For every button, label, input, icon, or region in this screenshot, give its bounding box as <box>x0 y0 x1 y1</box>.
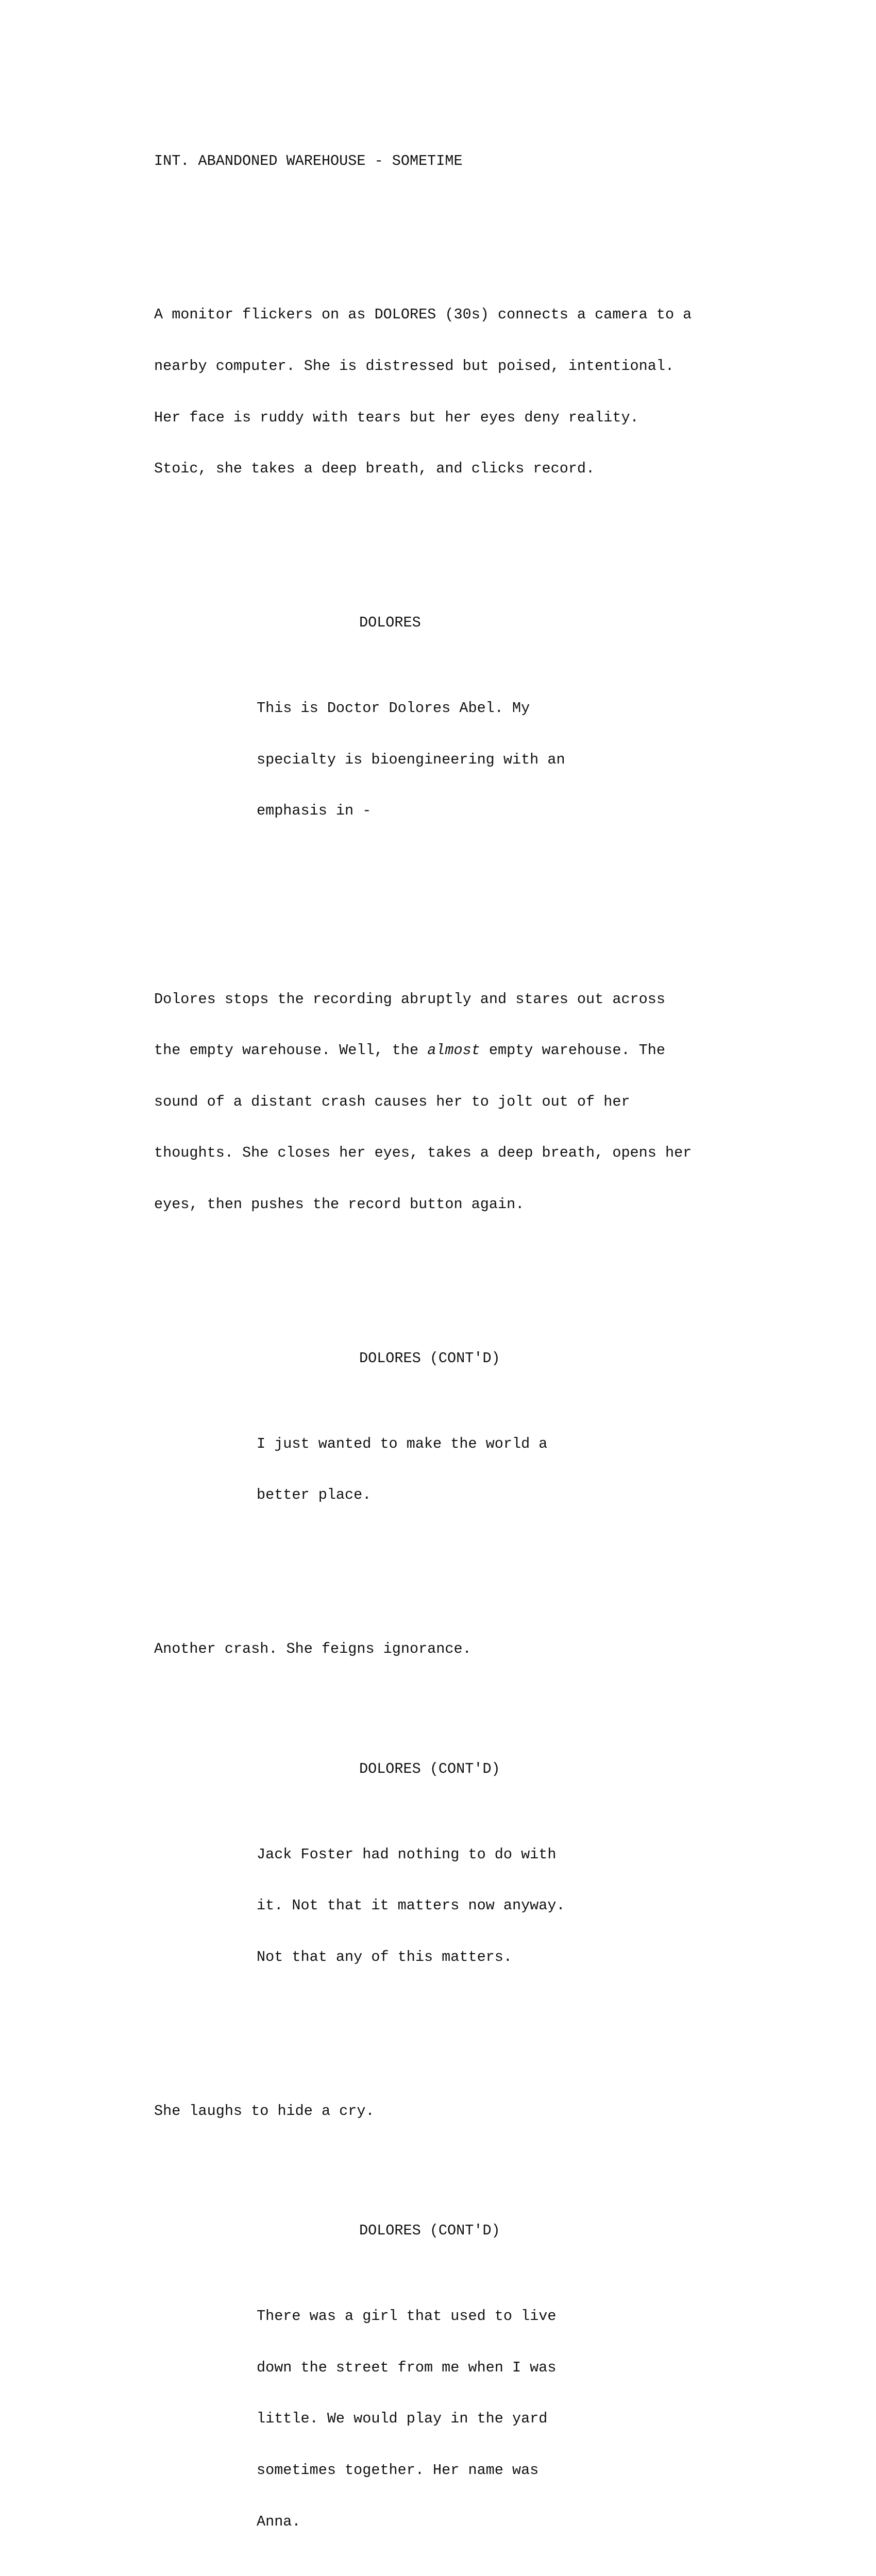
emphasis-text: almost <box>427 1042 480 1059</box>
dialogue-line: This is Doctor Dolores Abel. My <box>257 700 530 717</box>
scene-heading: INT. ABANDONED WAREHOUSE - SOMETIME <box>154 152 463 170</box>
action-line: eyes, then pushes the record button again. <box>154 1195 525 1213</box>
dialogue-line: Jack Foster had nothing to do with <box>257 1845 557 1863</box>
dialogue-line: sometimes together. Her name was <box>257 2461 539 2479</box>
dialogue-line: little. We would play in the yard <box>257 2410 548 2428</box>
action-line <box>154 1042 762 1059</box>
screenplay-body <box>154 101 762 2576</box>
dialogue-block <box>154 1401 762 1538</box>
action-line: Stoic, she takes a deep breath, and clicks record. <box>154 460 595 478</box>
action-line: She laughs to hide a cry. <box>154 2102 375 2120</box>
dialogue-line: emphasis in - <box>257 802 372 820</box>
action-line: Dolores stops the recording abruptly and stares out across <box>154 990 665 1008</box>
action-line: sound of a distant crash causes her to jolt out of her <box>154 1093 630 1110</box>
action-line: Her face is ruddy with tears but her eyes deny reality. <box>154 409 639 426</box>
dialogue-line: Not that any of this matters. <box>257 1948 512 1965</box>
dialogue-block <box>154 666 762 854</box>
action-line: A monitor flickers on as DOLORES (30s) connects a camera to a <box>154 306 692 324</box>
action-line: Another crash. She feigns ignorance. <box>154 1640 471 1658</box>
dialogue-block <box>154 2274 762 2564</box>
dialogue-line: Anna. <box>257 2513 301 2530</box>
dialogue-line: it. Not that it matters now anyway. <box>257 1897 565 1914</box>
character-cue: DOLORES (CONT'D) <box>359 1349 500 1367</box>
action-block <box>154 272 762 512</box>
character-cue: DOLORES (CONT'D) <box>359 2222 500 2240</box>
dialogue-block <box>154 1811 762 1999</box>
action-line: nearby computer. She is distressed but poised, intentional. <box>154 358 675 375</box>
dialogue-line: down the street from me when I was <box>257 2359 557 2376</box>
action-block <box>154 956 762 1247</box>
character-cue: DOLORES (CONT'D) <box>359 1760 500 1777</box>
dialogue-line: I just wanted to make the world a <box>257 1435 548 1452</box>
action-text: the empty warehouse. Well, the <box>154 1042 428 1059</box>
action-text: empty warehouse. The <box>480 1042 665 1059</box>
dialogue-line: There was a girl that used to live <box>257 2308 557 2325</box>
dialogue-line: better place. <box>257 1486 372 1504</box>
character-cue: DOLORES <box>359 614 421 632</box>
dialogue-line: specialty is bioengineering with an <box>257 751 565 768</box>
action-line: thoughts. She closes her eyes, takes a deep breath, opens her <box>154 1144 692 1162</box>
